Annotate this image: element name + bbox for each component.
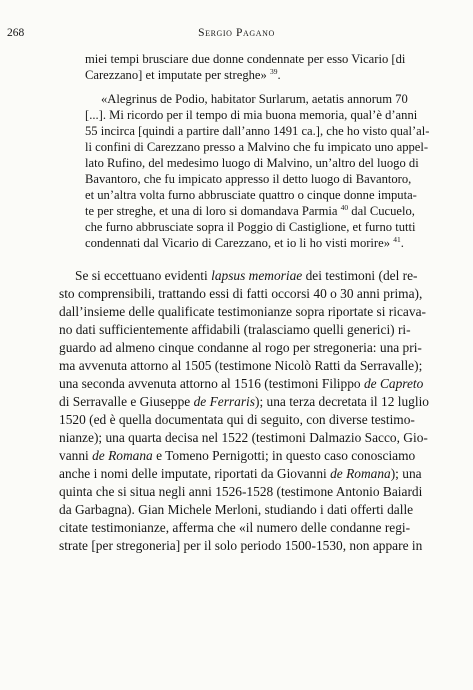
footnote-ref: 39 (269, 66, 278, 76)
quote-line: 55 incirca [quindi a partire dall’anno 1491 ca.], che ho visto qual’al- (85, 124, 430, 138)
body-line: no dati sufficientemente affidabili (tralasciamo quelli generici) ri- (59, 322, 411, 337)
quote-line: et un’altra volta furno abbrusciate quattro o cinque donne imputa- (85, 188, 417, 202)
quote-line: Bavantoro, che fu impicato appresso il detto luogo di Bavantoro, (85, 172, 412, 186)
page-number: 268 (7, 27, 25, 39)
body-line: anche i nomi delle imputate, riportati da Giovanni de Romana); una (59, 466, 422, 481)
body-line: vanni de Romana e Tomeno Pernigotti; in questo caso conosciamo (59, 448, 416, 463)
body-line: quinta che si situa negli anni 1526-1528 (testimone Antonio Baiardi (59, 484, 423, 499)
quote-line: te per streghe, et una di loro si domandava Parmia $^{40}$ dal Cucuelo, (85, 202, 415, 218)
body-line: ma avvenuta attorno al 1505 (testimone Nicolò Ratti da Serravalle); (59, 358, 423, 373)
quote-line: «Alegrinus de Podio, habitator Surlarum, aetatis annorum 70 (101, 92, 408, 106)
body-line: Se si eccettuano evidenti lapsus memoriae dei testimoni (del re- (75, 268, 418, 283)
quote-line: che furno abbrusciate sopra il Poggio di Castiglione, et furno tutti (85, 220, 416, 234)
footnote-ref: 41 (393, 234, 401, 244)
quote-line: Carezzano] et imputate per streghe» $^{39}$. (85, 66, 281, 82)
body-line: da Garbagna). Gian Michele Merloni, studiando i dati offerti dalle (59, 502, 414, 517)
quote-line: miei tempi brusciare due donne condennate per esso Vicario [di (85, 52, 406, 66)
quote-line: li confini di Carezzano presso a Malvino che fu impicato uno appel- (85, 140, 429, 154)
body-line: dall’insieme delle qualificate testimonianze sopra riportate si ricava- (59, 304, 426, 319)
quote-line: [...]. Mi ricordo per il tempo di mia buona memoria, qual’è d’anni (85, 108, 418, 122)
body-line: strate [per stregoneria] per il solo periodo 1500-1530, non appare in (59, 538, 423, 553)
body-line: guardo ad almeno cinque condanne al rogo per stregoneria: una pri- (59, 340, 422, 355)
body-line: di Serravalle e Giuseppe de Ferraris); una terza decretata il 12 luglio (59, 394, 429, 409)
body-line: una seconda avvenuta attorno al 1516 (testimoni Filippo de Capreto (59, 376, 424, 391)
body-line: nianze); una quarta decisa nel 1522 (testimoni Dalmazio Sacco, Gio- (59, 430, 428, 445)
body-line: 1520 (ed è quella documentata qui di seguito, con diverse testimo- (59, 412, 415, 427)
quote-line: lato Rufino, del medesimo luogo di Malvino, un’altro del luogo di (85, 156, 419, 170)
body-line: sto comprensibili, trattando essi di fatti occorsi 40 o 30 anni prima), (59, 286, 423, 301)
body-line: citate testimonianze, afferma che «il numero delle condanne regi- (59, 520, 411, 535)
footnote-ref: 40 (340, 202, 349, 212)
quote-line: condennati dal Vicario di Carezzano, et io li ho visti morire» $^{41}$. (85, 234, 404, 250)
running-head-author: Sergio Pagano (198, 27, 275, 39)
